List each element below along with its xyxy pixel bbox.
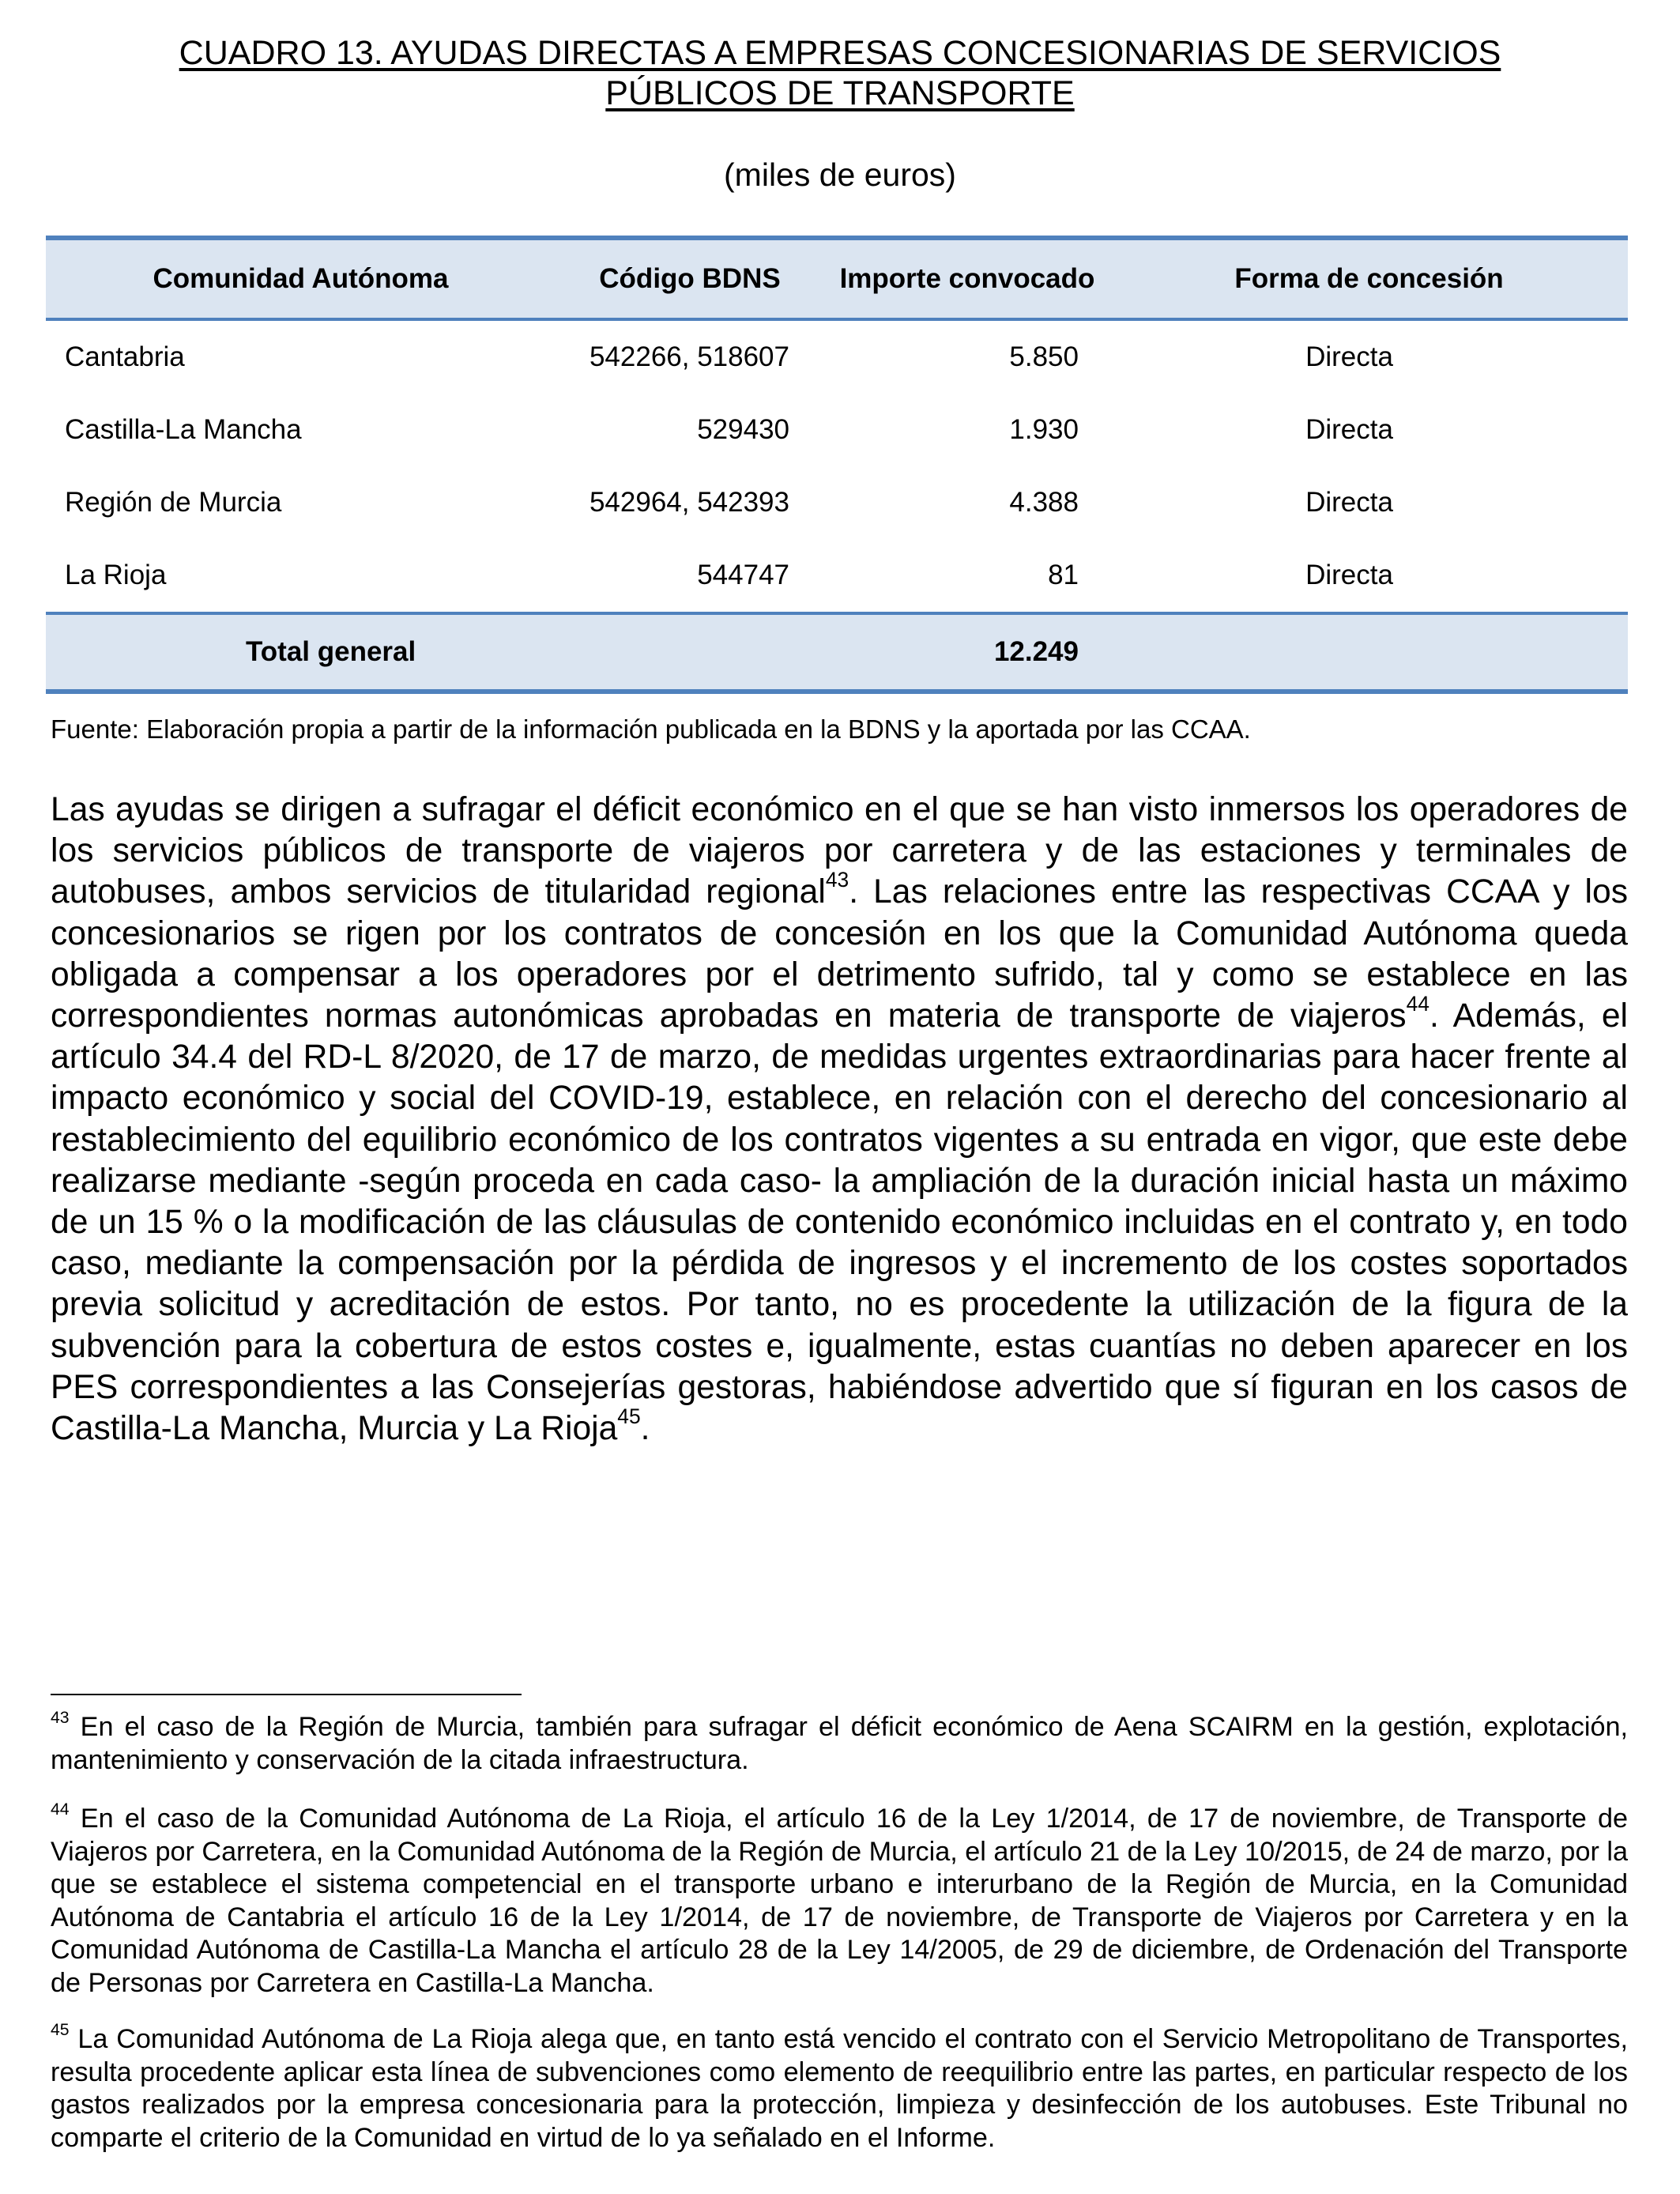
body-text: . xyxy=(640,1409,650,1448)
body-paragraph xyxy=(51,789,1628,1449)
footnote xyxy=(51,1711,1628,1777)
cell-concession-form: Directa xyxy=(1305,560,1393,590)
body-text: Las ayudas se dirigen a sufragar el déficit económico en el que se han visto inmersos los operadores de los servicios públicos de transporte de viajeros por carretera y de las estaciones y terminales de autobuses, ambos servicios de titularidad regional xyxy=(51,790,1628,911)
cell-amount: 5.850 xyxy=(1009,341,1079,372)
table-total-row xyxy=(46,613,1628,692)
column-header-bdns-code: Código BDNS xyxy=(556,238,824,319)
cell-bdns-code: 542266, 518607 xyxy=(589,341,789,372)
cell-bdns-code: 544747 xyxy=(697,560,789,590)
cell-concession-form: Directa xyxy=(1305,414,1393,445)
table-header-row xyxy=(46,238,1628,319)
total-empty-cell xyxy=(556,613,824,692)
cell-bdns-code: 542964, 542393 xyxy=(589,487,789,518)
footnote xyxy=(51,2023,1628,2154)
column-header-concession-form: Forma de concesión xyxy=(1110,238,1628,319)
footnote-text: La Comunidad Autónoma de La Rioja alega que, en tanto está vencido el contrato con el Servicio Metropolitano de Transportes, resulta procedente aplicar esta línea de subvenciones como elemento de reequilibrio entre las partes, en particular respecto de los gastos realizados por la empresa concesionaria para la protección, limpieza y desinfección de los autobuses. Este Tribunal no comparte el criterio de la Comunidad en virtud de lo ya señalado en el Informe. xyxy=(51,2024,1628,2153)
footnote-text: En el caso de la Comunidad Autónoma de La Rioja, el artículo 16 de la Ley 1/2014, de 17 de noviembre, de Transporte de Viajeros por Carretera, en la Comunidad Autónoma de la Región de Murcia, el artículo 21 de la Ley 10/2015, de 24 de marzo, por la que se establece el sistema competencial en el transporte urbano e interurbano de la Región de Murcia, en la Comunidad Autónoma de Cantabria el artículo 16 de la Ley 1/2014, de 17 de noviembre, de Transporte de Viajeros por Carretera y en la Comunidad Autónoma de Castilla-La Mancha el artículo 28 de la Ley 14/2005, de 29 de diciembre, de Ordenación del Transporte de Personas por Carretera en Castilla-La Mancha. xyxy=(51,1804,1628,1998)
footnote-separator xyxy=(51,1694,522,1695)
cell-region: La Rioja xyxy=(65,560,167,590)
cell-region: Cantabria xyxy=(65,341,185,372)
cell-amount: 4.388 xyxy=(1009,487,1079,518)
total-amount: 12.249 xyxy=(824,613,1110,692)
table-row xyxy=(46,319,1628,394)
cell-concession-form: Directa xyxy=(1305,487,1393,518)
footnote-reference: 43 xyxy=(825,868,849,892)
footnote xyxy=(51,1800,1628,2000)
aid-table xyxy=(46,236,1628,694)
cell-region: Castilla-La Mancha xyxy=(65,414,302,445)
cell-amount: 81 xyxy=(1048,560,1079,590)
column-header-amount: Importe convocado xyxy=(824,238,1110,319)
footnote-number: 45 xyxy=(51,2021,70,2040)
table-title-line-2: PÚBLICOS DE TRANSPORTE xyxy=(605,74,1075,112)
total-label: Total general xyxy=(46,613,556,692)
table-row xyxy=(46,394,1628,466)
table-title-line-1: CUADRO 13. AYUDAS DIRECTAS A EMPRESAS CONCESIONARIAS DE SERVICIOS xyxy=(179,34,1501,72)
cell-region: Región de Murcia xyxy=(65,487,282,518)
table-title xyxy=(47,33,1633,114)
table-units: (miles de euros) xyxy=(724,156,956,193)
cell-amount: 1.930 xyxy=(1009,414,1079,445)
footnote-number: 44 xyxy=(51,1800,70,1819)
table-row xyxy=(46,539,1628,613)
table-row xyxy=(46,466,1628,539)
cell-bdns-code: 529430 xyxy=(697,414,789,445)
table-source-note: Fuente: Elaboración propia a partir de la información publicada en la BDNS y la aportada por las CCAA. xyxy=(51,714,1251,744)
footnote-reference: 44 xyxy=(1406,992,1430,1016)
cell-concession-form: Directa xyxy=(1305,341,1393,372)
footnote-text: En el caso de la Región de Murcia, también para sufragar el déficit económico de Aena SCAIRM en la gestión, explotación, mantenimiento y conservación de la citada infraestructura. xyxy=(51,1712,1628,1775)
body-text: . Además, el artículo 34.4 del RD-L 8/2020, de 17 de marzo, de medidas urgentes extraordinarias para hacer frente al impacto económico y social del COVID-19, establece, en relación con el derecho del concesionario al restablecimiento del equilibrio económico de los contratos vigentes a su entrada en vigor, que este debe realizarse mediante -según proceda en cada caso- la ampliación de la duración inicial hasta un máximo de un 15 % o la modificación de las cláusulas de contenido económico incluidas en el contrato y, en todo caso, mediante la compensación por la pérdida de ingresos y el incremento de los costes soportados previa solicitud y acreditación de estos. Por tanto, no es procedente la utilización de la figura de la subvención para la cobertura de estos costes e, igualmente, estas cuantías no deben aparecer en los PES correspondientes a las Consejerías gestoras, habiéndose advertido que sí figuran en los casos de Castilla-La Mancha, Murcia y La Rioja xyxy=(51,997,1628,1448)
footnote-number: 43 xyxy=(51,1709,70,1728)
column-header-region: Comunidad Autónoma xyxy=(46,238,556,319)
body-text: . Las relaciones entre las respectivas CCAA y los concesionarios se rigen por los contratos de concesión en los que la Comunidad Autónoma queda obligada a compensar a los operadores por el detrimento sufrido, tal y como se establece en las correspondientes normas autonómicas aprobadas en materia de transporte de viajeros xyxy=(51,873,1629,1035)
footnote-reference: 45 xyxy=(617,1404,641,1429)
total-empty-cell xyxy=(1110,613,1628,692)
